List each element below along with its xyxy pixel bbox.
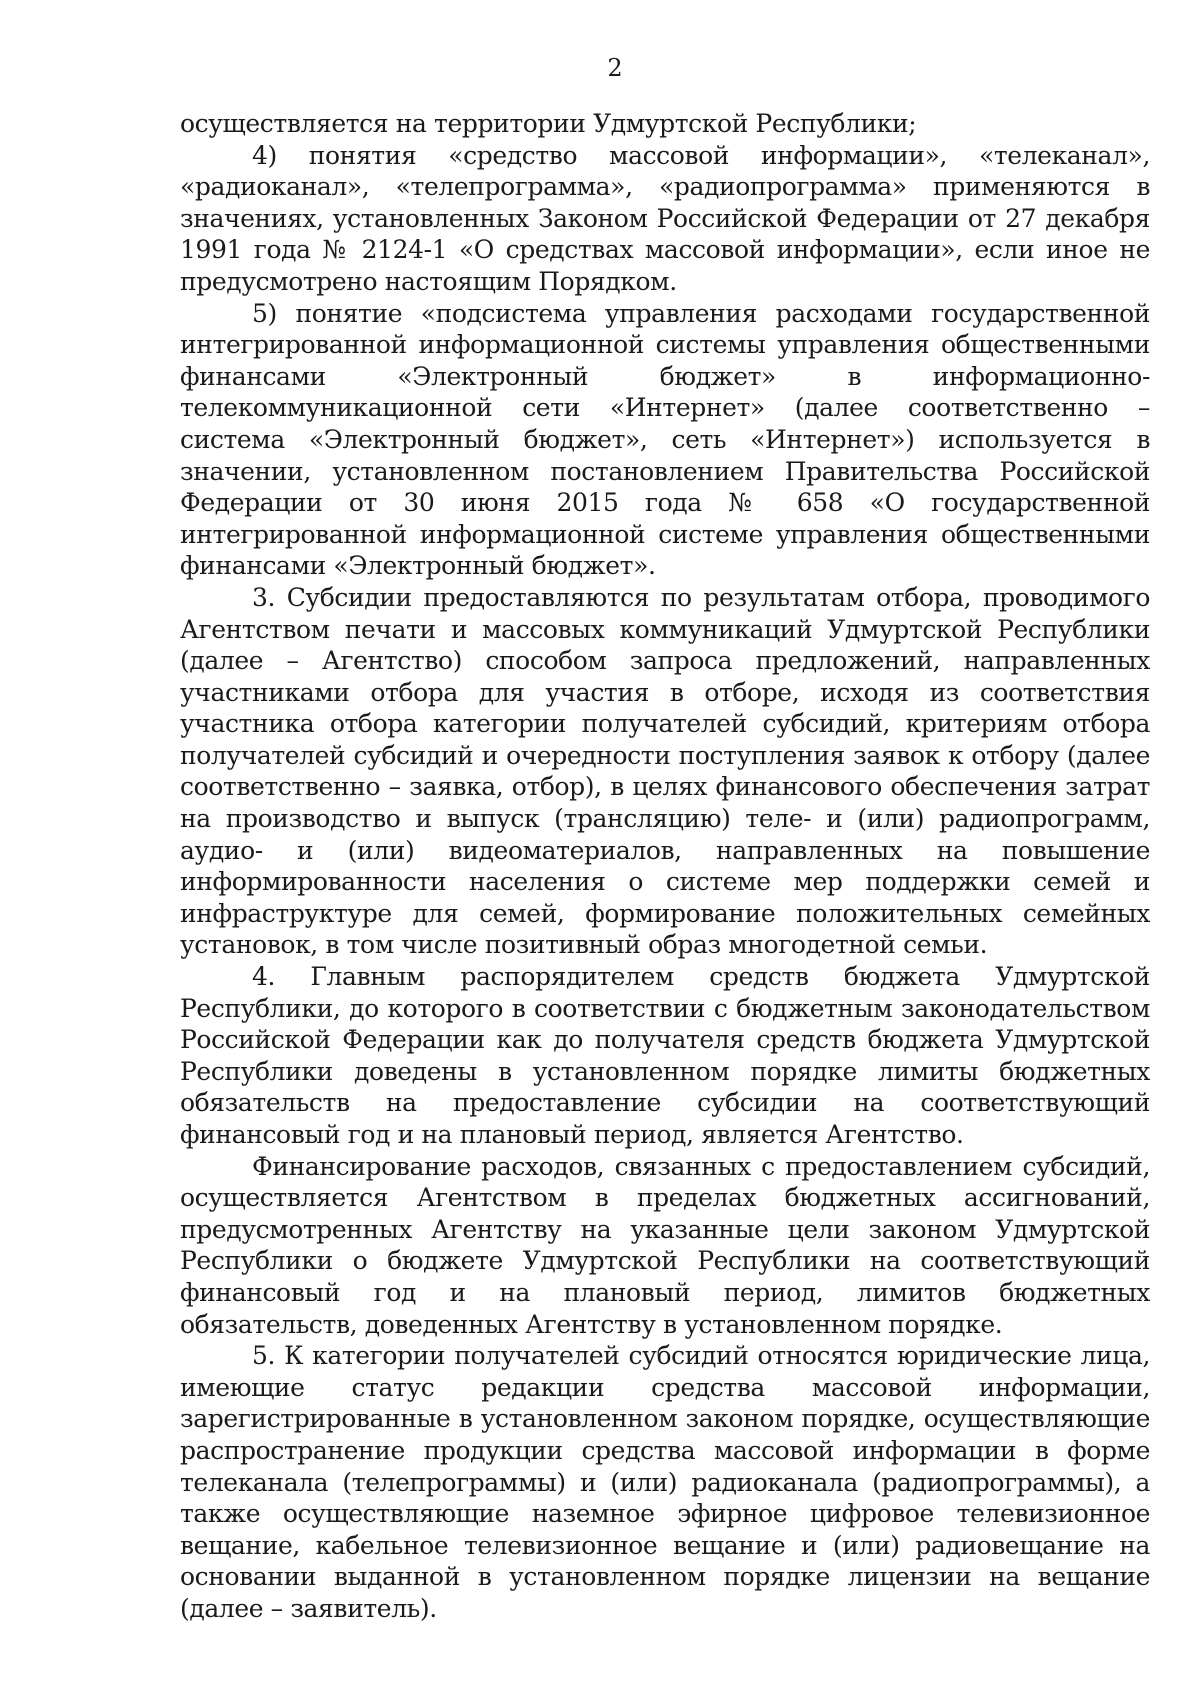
paragraph-section-5: 5. К категории получателей субсидий относятся юридические лица, имеющие статус редакции средства массовой информации, зарегистрированные в установленном законом порядке, осуществляющие распространение продукции средства массовой информации в форме телеканала (телепрограммы) и (или) радиоканала (радиопрограммы), а также осуществляющие наземное эфирное цифровое телевизионное вещание, кабельное телевизионное вещание и (или) радиовещание на основании выданной в установленном порядке лицензии на вещание (далее – заявитель).	[180, 1341, 1150, 1623]
paragraph-continuation: осуществляется на территории Удмуртской Республики;	[180, 109, 917, 138]
paragraph-section-4: 4. Главным распорядителем средств бюджета Удмуртской Республики, до которого в соответствии с бюджетным законодательством Российской Федерации как до получателя средств бюджета Удмуртской Республики доведены в установленном порядке лимиты бюджетных обязательств на предоставление субсидии на соответствующий финансовый год и на плановый период, является Агентство.	[180, 962, 1150, 1149]
paragraph-section-3: 3. Субсидии предоставляются по результатам отбора, проводимого Агентством печати и массовых коммуникаций Удмуртской Республики (далее – Агентство) способом запроса предложений, направленных участниками отбора для участия в отборе, исходя из соответствия участника отбора категории получателей субсидий, критериям отбора получателей субсидий и очередности поступления заявок к отбору (далее соответственно – заявка, отбор), в целях финансового обеспечения затрат на производство и выпуск (трансляцию) теле- и (или) радиопрограмм, аудио- и (или) видеоматериалов, направленных на повышение информированности населения о системе мер поддержки семей и инфраструктуре для семей, формирование положительных семейных установок, в том числе позитивный образ многодетной семьи.	[180, 582, 1150, 960]
page-number: 2	[607, 54, 623, 82]
paragraph-item-5: 5) понятие «подсистема управления расходами государственной интегрированной информационной системы управления общественными финансами «Электронный бюджет» в информационно-телекоммуникационной сети «Интернет» (далее соответственно – система «Электронный бюджет», сеть «Интернет») используется в значении, установленном постановлением Правительства Российской Федерации от 30 июня 2015 года № 658 «О государственной интегрированной информационной системе управления общественными финансами «Электронный бюджет».	[180, 298, 1150, 581]
paragraph-item-4: 4) понятия «средство массовой информации», «телеканал», «радиоканал», «телепрограмма», «радиопрограмма» применяются в значениях, установленных Законом Российской Федерации от 27 декабря 1991 года № 2124-1 «О средствах массовой информации», если иное не предусмотрено настоящим Порядком.	[180, 140, 1150, 296]
document-body	[180, 108, 1150, 1625]
paragraph-financing: Финансирование расходов, связанных с предоставлением субсидий, осуществляется Агентством в пределах бюджетных ассигнований, предусмотренных Агентству на указанные цели законом Удмуртской Республики о бюджете Удмуртской Республики на соответствующий финансовый год и на плановый период, лимитов бюджетных обязательств, доведенных Агентству в установленном порядке.	[180, 1151, 1150, 1339]
